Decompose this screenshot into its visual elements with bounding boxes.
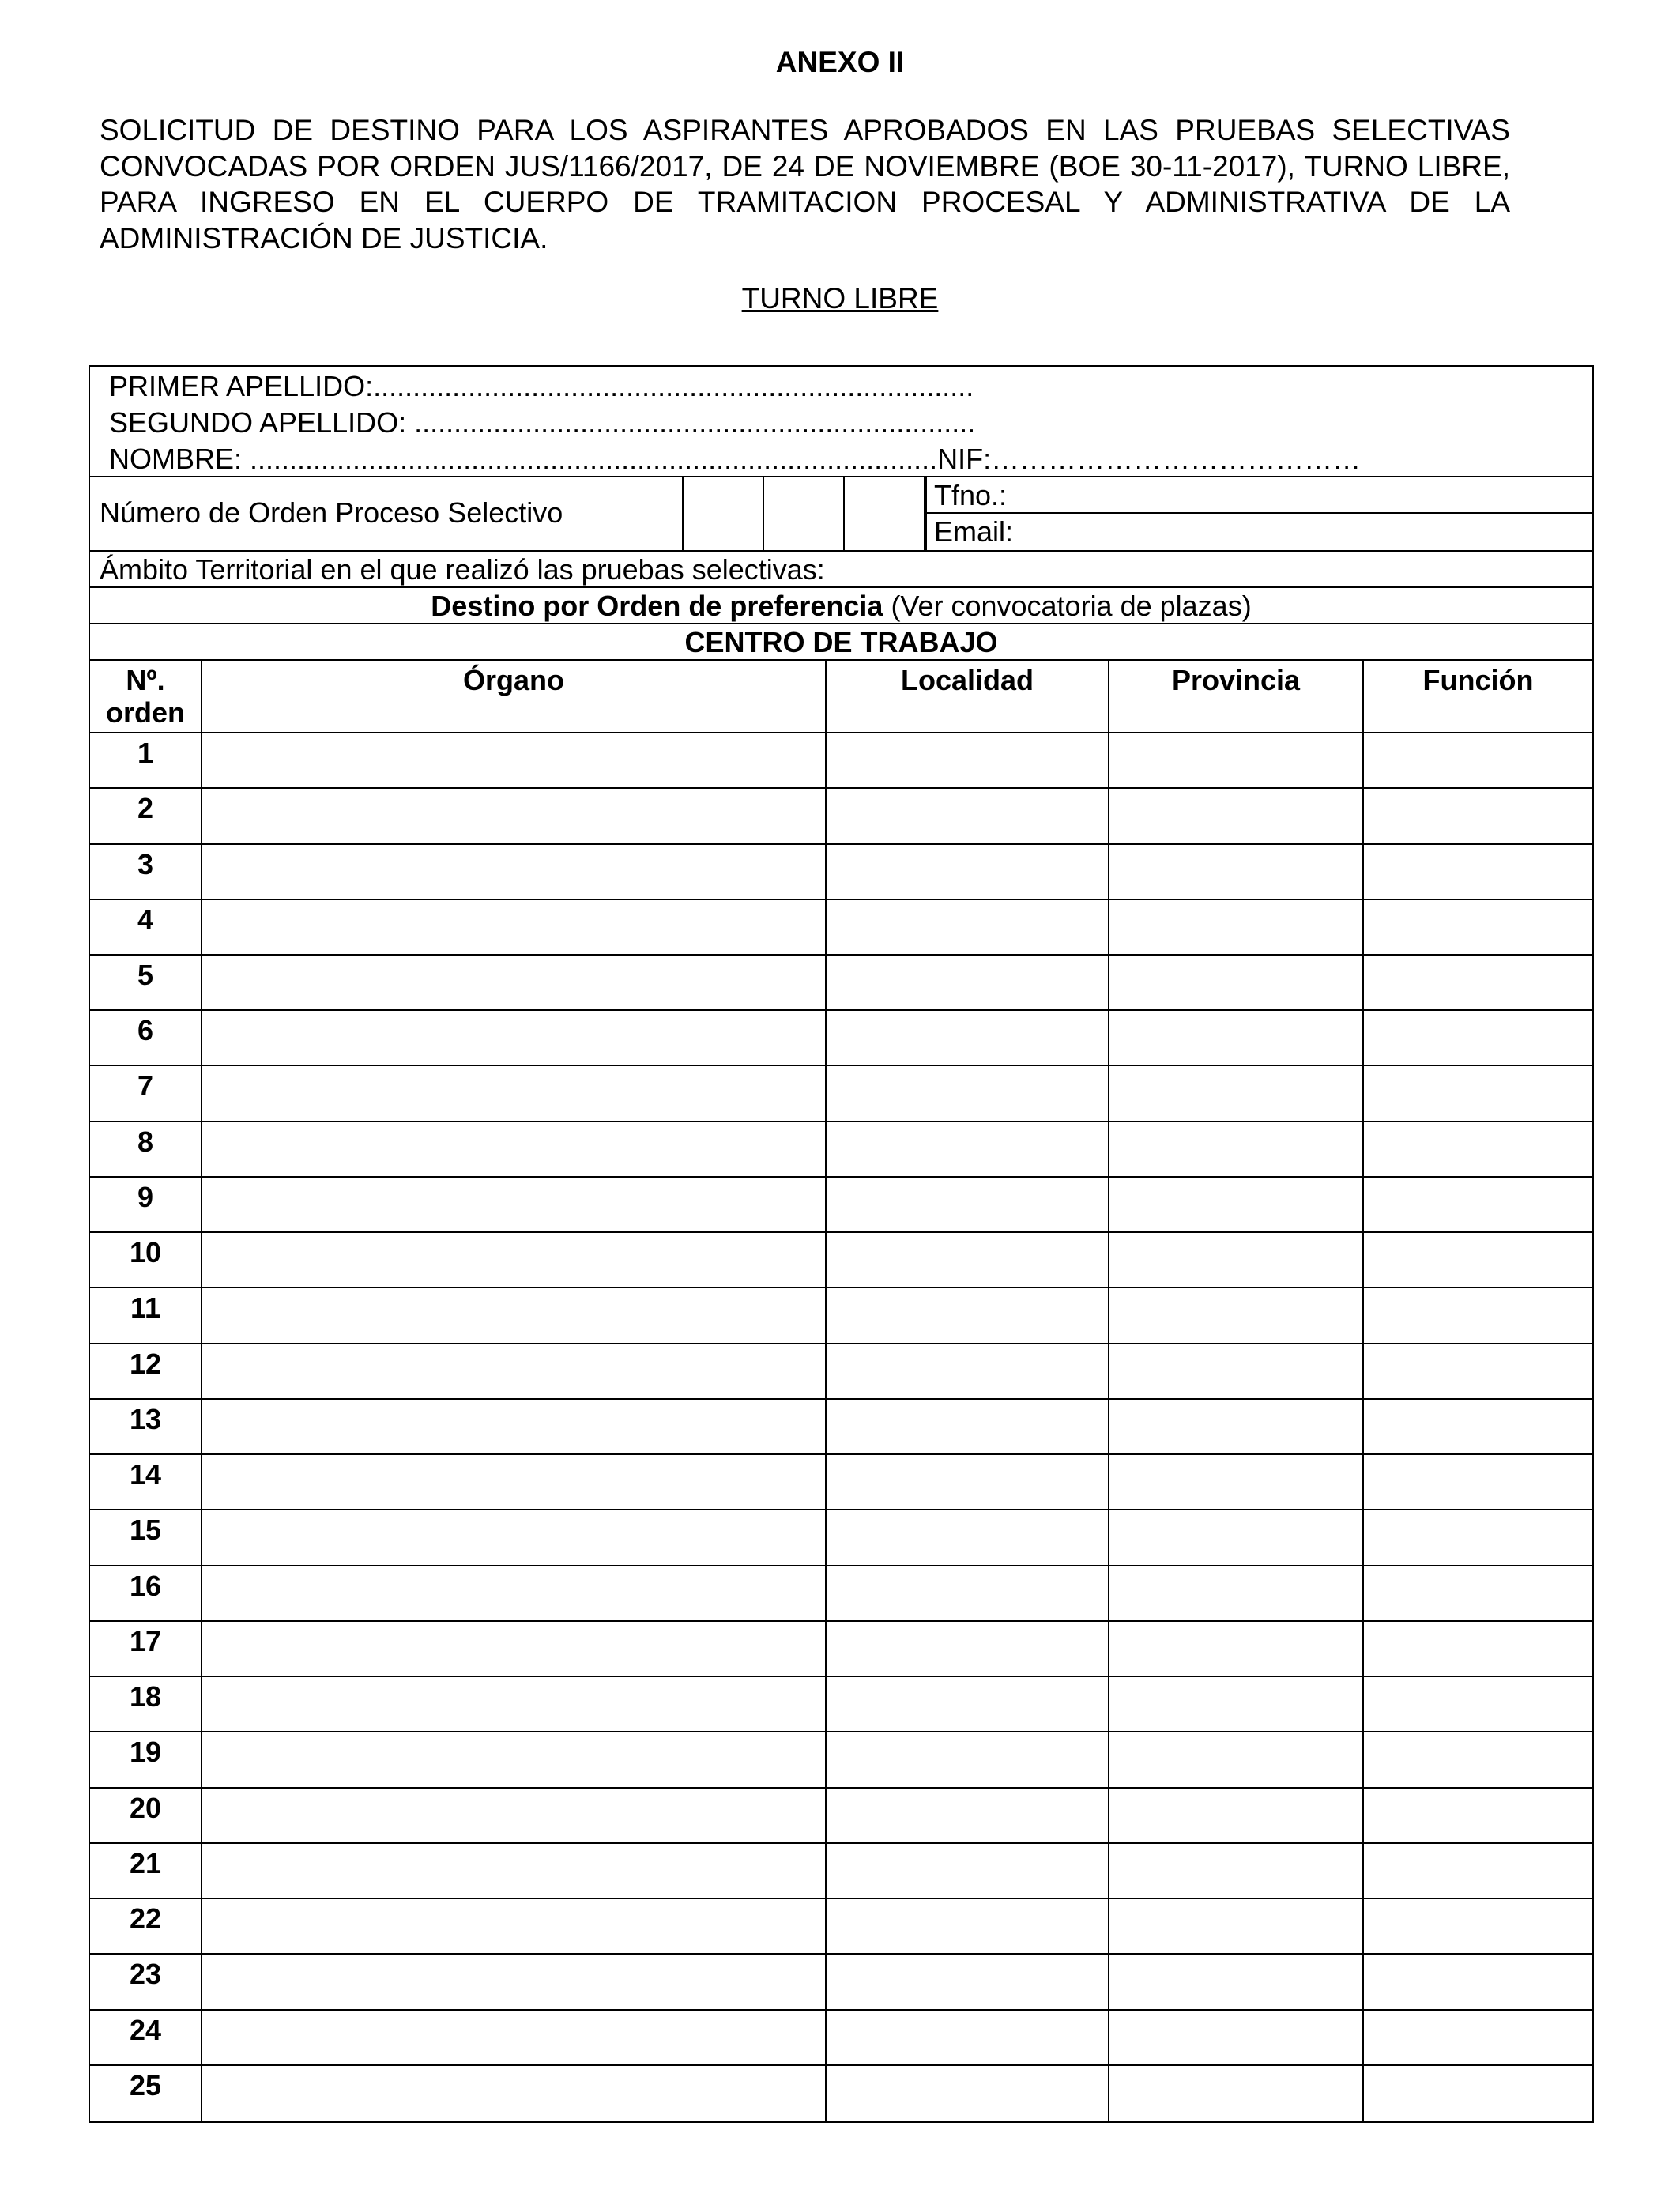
localidad-cell[interactable] (827, 2066, 1108, 2118)
order-number-label: Número de Orden Proceso Selectivo (100, 496, 563, 529)
row-number: 5 (137, 959, 154, 991)
funcion-cell[interactable] (1364, 1510, 1592, 1563)
funcion-cell[interactable] (1364, 1844, 1592, 1896)
localidad-cell[interactable] (827, 1844, 1108, 1896)
localidad-cell[interactable] (827, 1400, 1108, 1452)
provincia-cell[interactable] (1109, 1011, 1362, 1063)
page-title: ANEXO II (775, 46, 905, 78)
localidad-cell[interactable] (827, 845, 1108, 897)
row-number: 19 (129, 1736, 162, 1769)
organo-cell[interactable] (202, 1955, 825, 2007)
localidad-cell[interactable] (827, 789, 1108, 841)
organo-cell[interactable] (202, 733, 825, 786)
localidad-cell[interactable] (827, 1066, 1108, 1118)
centro-trabajo-heading: CENTRO DE TRABAJO (684, 626, 998, 658)
row-number: 15 (129, 1514, 162, 1547)
col-header-numero (90, 664, 201, 729)
provincia-cell[interactable] (1109, 789, 1362, 841)
funcion-cell[interactable] (1364, 1455, 1592, 1507)
organo-cell[interactable] (202, 1122, 825, 1174)
email-field[interactable]: Email: (934, 515, 1014, 548)
localidad-cell[interactable] (827, 1233, 1108, 1285)
localidad-cell[interactable] (827, 1011, 1108, 1063)
funcion-cell[interactable] (1364, 1011, 1592, 1063)
funcion-cell[interactable] (1364, 1955, 1592, 2007)
organo-cell[interactable] (202, 1400, 825, 1452)
order-box-2[interactable] (843, 476, 845, 550)
tfno-field[interactable]: Tfno.: (934, 479, 1008, 511)
funcion-cell[interactable] (1364, 1344, 1592, 1397)
provincia-cell[interactable] (1109, 1066, 1362, 1118)
col-header-funcion: Función (1422, 664, 1534, 696)
provincia-cell[interactable] (1109, 1622, 1362, 1674)
organo-cell[interactable] (202, 1455, 825, 1507)
funcion-cell[interactable] (1364, 2066, 1592, 2118)
provincia-cell[interactable] (1109, 1344, 1362, 1397)
provincia-cell[interactable] (1109, 845, 1362, 897)
provincia-cell[interactable] (1109, 1844, 1362, 1896)
provincia-cell[interactable] (1109, 2011, 1362, 2063)
provincia-cell[interactable] (1109, 956, 1362, 1008)
provincia-cell[interactable] (1109, 1233, 1362, 1285)
row-number: 2 (137, 792, 154, 825)
row-number: 8 (137, 1125, 154, 1158)
localidad-cell[interactable] (827, 1566, 1108, 1619)
funcion-cell[interactable] (1364, 1566, 1592, 1619)
ambito-territorial-field[interactable]: Ámbito Territorial en el que realizó las pruebas selectivas: (100, 553, 825, 586)
row-number: 6 (137, 1014, 154, 1047)
provincia-cell[interactable] (1109, 1955, 1362, 2007)
organo-cell[interactable] (202, 1344, 825, 1397)
funcion-cell[interactable] (1364, 2011, 1592, 2063)
organo-cell[interactable] (202, 1288, 825, 1340)
provincia-cell[interactable] (1109, 1899, 1362, 1951)
organo-cell[interactable] (202, 1566, 825, 1619)
funcion-cell[interactable] (1364, 1233, 1592, 1285)
localidad-cell[interactable] (827, 1455, 1108, 1507)
localidad-cell[interactable] (827, 2011, 1108, 2063)
localidad-cell[interactable] (827, 1122, 1108, 1174)
row-number: 12 (129, 1347, 162, 1380)
organo-cell[interactable] (202, 1844, 825, 1896)
primer-apellido-field[interactable]: PRIMER APELLIDO:............................................................................ (109, 370, 974, 402)
col-header-numero-line2: orden (105, 696, 185, 729)
funcion-cell[interactable] (1364, 1789, 1592, 1841)
provincia-cell[interactable] (1109, 1122, 1362, 1174)
row-number: 9 (137, 1180, 154, 1213)
funcion-cell[interactable] (1364, 1677, 1592, 1729)
localidad-cell[interactable] (827, 1178, 1108, 1230)
provincia-cell[interactable] (1109, 1510, 1362, 1563)
funcion-cell[interactable] (1364, 1899, 1592, 1951)
nombre-nif-field[interactable]: NOMBRE: .......................................................................................NIF:………………………………… (109, 443, 1362, 475)
row-number: 16 (129, 1569, 162, 1602)
provincia-cell[interactable] (1109, 1178, 1362, 1230)
provincia-cell[interactable] (1109, 2066, 1362, 2118)
provincia-cell[interactable] (1109, 1677, 1362, 1729)
row-number: 21 (129, 1846, 162, 1879)
row-number: 18 (129, 1680, 162, 1713)
funcion-cell[interactable] (1364, 1178, 1592, 1230)
localidad-cell[interactable] (827, 1899, 1108, 1951)
organo-cell[interactable] (202, 1510, 825, 1563)
intro-paragraph: SOLICITUD DE DESTINO PARA LOS ASPIRANTES APROBADOS EN LAS PRUEBAS SELECTIVAS CONVOCADAS POR ORDEN JUS/1166/2017, DE 24 DE NOVIEMBRE (BOE 30-11-2017), TURNO LIBRE, PARA INGRESO EN EL CUERPO DE TRAMITACION PROCESAL Y ADMINISTRATIVA DE LA ADMINISTRACIÓN DE JUSTICIA. (100, 114, 1510, 254)
localidad-cell[interactable] (827, 1789, 1108, 1841)
order-box-1[interactable] (763, 476, 764, 550)
row-number: 10 (129, 1236, 162, 1269)
provincia-cell[interactable] (1109, 1566, 1362, 1619)
col-header-provincia: Provincia (1171, 664, 1301, 696)
funcion-cell[interactable] (1364, 1122, 1592, 1174)
row-number: 20 (129, 1791, 162, 1824)
destino-heading-bold: Destino por Orden de preferencia (431, 590, 883, 622)
organo-cell[interactable] (202, 1066, 825, 1118)
provincia-cell[interactable] (1109, 1789, 1362, 1841)
row-number: 22 (129, 1902, 162, 1935)
localidad-cell[interactable] (827, 1677, 1108, 1729)
provincia-cell[interactable] (1109, 733, 1362, 786)
localidad-cell[interactable] (827, 1288, 1108, 1340)
organo-cell[interactable] (202, 1789, 825, 1841)
funcion-cell[interactable] (1364, 789, 1592, 841)
organo-cell[interactable] (202, 1732, 825, 1785)
segundo-apellido-field[interactable]: SEGUNDO APELLIDO: ....................................................................... (109, 406, 976, 439)
row-number: 23 (129, 1958, 162, 1991)
funcion-cell[interactable] (1364, 845, 1592, 897)
localidad-cell[interactable] (827, 1622, 1108, 1674)
organo-cell[interactable] (202, 1233, 825, 1285)
row-number: 25 (129, 2068, 162, 2102)
localidad-cell[interactable] (827, 900, 1108, 952)
localidad-cell[interactable] (827, 1732, 1108, 1785)
row-number: 7 (137, 1069, 154, 1103)
col-header-organo: Órgano (462, 664, 564, 696)
row-number: 13 (129, 1402, 162, 1435)
organo-cell[interactable] (202, 900, 825, 952)
funcion-cell[interactable] (1364, 1066, 1592, 1118)
funcion-cell[interactable] (1364, 733, 1592, 786)
subtitle: TURNO LIBRE (741, 282, 939, 315)
organo-cell[interactable] (202, 845, 825, 897)
provincia-cell[interactable] (1109, 900, 1362, 952)
destino-heading (90, 590, 1592, 622)
provincia-cell[interactable] (1109, 1732, 1362, 1785)
funcion-cell[interactable] (1364, 1622, 1592, 1674)
localidad-cell[interactable] (827, 733, 1108, 786)
provincia-cell[interactable] (1109, 1400, 1362, 1452)
provincia-cell[interactable] (1109, 1288, 1362, 1340)
destino-heading-note: (Ver convocatoria de plazas) (883, 590, 1252, 622)
organo-cell[interactable] (202, 1622, 825, 1674)
application-form (89, 365, 1594, 2123)
organo-cell[interactable] (202, 789, 825, 841)
organo-cell[interactable] (202, 1677, 825, 1729)
row-number: 17 (129, 1624, 162, 1657)
organo-cell[interactable] (202, 2066, 825, 2118)
funcion-cell[interactable] (1364, 956, 1592, 1008)
row-number: 4 (137, 903, 154, 936)
row-number: 11 (130, 1291, 161, 1325)
funcion-cell[interactable] (1364, 900, 1592, 952)
localidad-cell[interactable] (827, 1955, 1108, 2007)
organo-cell[interactable] (202, 1899, 825, 1951)
localidad-cell[interactable] (827, 1510, 1108, 1563)
organo-cell[interactable] (202, 2011, 825, 2063)
col-header-localidad: Localidad (900, 664, 1034, 696)
row-number: 1 (137, 737, 154, 769)
funcion-cell[interactable] (1364, 1288, 1592, 1340)
localidad-cell[interactable] (827, 956, 1108, 1008)
organo-cell[interactable] (202, 956, 825, 1008)
funcion-cell[interactable] (1364, 1732, 1592, 1785)
row-number: 24 (129, 2013, 162, 2046)
funcion-cell[interactable] (1364, 1400, 1592, 1452)
localidad-cell[interactable] (827, 1344, 1108, 1397)
col-header-numero-line1: Nº. (126, 664, 165, 696)
row-number: 3 (137, 847, 154, 880)
organo-cell[interactable] (202, 1178, 825, 1230)
provincia-cell[interactable] (1109, 1455, 1362, 1507)
row-number: 14 (129, 1458, 162, 1491)
organo-cell[interactable] (202, 1011, 825, 1063)
